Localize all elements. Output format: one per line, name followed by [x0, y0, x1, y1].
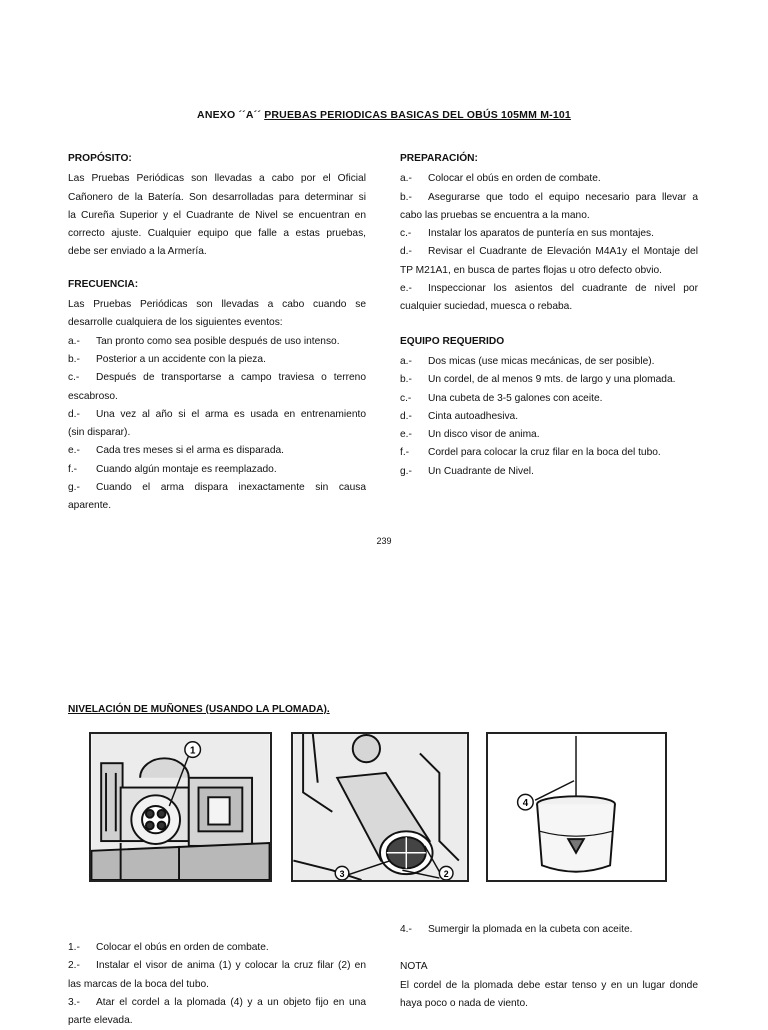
item-text: Una vez al año si el arma es usada en entrenamiento: [96, 408, 366, 420]
item-text: Cada tres meses si el arma es disparada.: [96, 445, 284, 457]
item-key: c.-: [400, 392, 412, 404]
item-text: Revisar el Cuadrante de Elevación M4A1y el Montaje del: [428, 246, 698, 258]
item-key: d.-: [400, 410, 412, 422]
list-item: [68, 406, 366, 424]
item-text: Posterior a un accidente con la pieza.: [96, 353, 266, 365]
proposito-line: correcto ajuste. Cualquier equipo que falle a estas pruebas,: [68, 228, 366, 240]
item-continuation: cabo las pruebas se encuentra a la mano.: [400, 209, 590, 221]
item-key: b.-: [400, 191, 412, 203]
item-key: a.-: [400, 355, 412, 367]
left-column: [68, 150, 366, 516]
title-main: PRUEBAS PERIODICAS BASICAS DEL OBÚS 105MM M-101: [264, 109, 571, 121]
muzzle-illustration: [293, 734, 467, 880]
proposito-heading: PROPÓSITO:: [68, 153, 132, 164]
figure-cross-wire: [291, 732, 469, 882]
list-item: [400, 280, 698, 298]
item-key: e.-: [68, 445, 80, 457]
nota-line: haya poco o nada de viento.: [400, 997, 529, 1009]
item-text: Una cubeta de 3-5 galones con aceite.: [428, 392, 603, 404]
item-text: Cordel para colocar la cruz filar en la boca del tubo.: [428, 447, 661, 459]
frecuencia-intro: desarrolle cualquiera de los siguientes eventos:: [68, 317, 283, 329]
list-item: [68, 994, 366, 1012]
proposito-line: la Cureña Superior y el Cuadrante de Nivel se encuentran en: [68, 209, 366, 221]
item-key: b.-: [400, 374, 412, 386]
item-key: c.-: [400, 228, 412, 240]
item-text: Un cordel, de al menos 9 mts. de largo y una plomada.: [428, 374, 676, 386]
item-text: Inspeccionar los asientos del cuadrante de nivel por: [428, 283, 698, 295]
right-column: [400, 150, 698, 481]
item-key: f.-: [68, 463, 78, 475]
howitzer-breech-illustration: [91, 734, 270, 880]
list-item: [400, 170, 698, 188]
callout-label: 4: [522, 798, 529, 810]
item-key: 4.-: [400, 924, 412, 935]
list-item: [400, 243, 698, 261]
steps-right: [400, 921, 698, 1013]
list-item: [400, 189, 698, 207]
item-text: Dos micas (use micas mecánicas, de ser posible).: [428, 355, 655, 367]
item-text: Colocar el obús en orden de combate.: [428, 173, 601, 185]
item-text: Cuando el arma dispara inexactamente sin causa: [96, 482, 366, 494]
list-item: [68, 939, 366, 957]
proposito-line: Las Pruebas Periódicas son llevadas a cabo por el Oficial: [68, 173, 366, 185]
preparacion-heading: PREPARACIÓN:: [400, 153, 478, 164]
list-item: [68, 369, 366, 387]
item-text: Sumergir la plomada en la cubeta con aceite.: [428, 924, 633, 935]
list-item: [68, 957, 366, 975]
plumb-bob-illustration: [488, 734, 665, 880]
item-continuation: escabroso.: [68, 390, 118, 402]
page-number: 239: [376, 536, 392, 546]
list-item: [68, 479, 366, 497]
list-item: [400, 444, 698, 462]
item-key: b.-: [68, 353, 80, 365]
list-item: [400, 463, 698, 481]
item-key: 3.-: [68, 996, 80, 1008]
callout-label: 1: [189, 745, 196, 757]
steps-left: [68, 939, 366, 1030]
item-text: Cinta autoadhesiva.: [428, 410, 519, 422]
proposito-line: Cañonero de la Batería. Son desarrolladas para determinar si: [68, 191, 366, 203]
proposito-line: debe ser enviado a la Armería.: [68, 246, 207, 258]
item-text: Instalar el visor de anima (1) y colocar la cruz filar (2) en: [96, 960, 366, 972]
item-key: f.-: [400, 447, 410, 459]
list-item: [68, 442, 366, 460]
item-key: d.-: [400, 246, 412, 258]
item-continuation: (sin disparar).: [68, 427, 131, 439]
item-key: d.-: [68, 408, 80, 420]
equipo-heading: EQUIPO REQUERIDO: [400, 335, 505, 347]
item-continuation: aparente.: [68, 500, 112, 512]
item-key: a.-: [68, 335, 80, 347]
figure-plumb-bob: [486, 732, 667, 882]
list-item: [400, 353, 698, 371]
nota-line: El cordel de la plomada debe estar tenso y en un lugar donde: [400, 979, 698, 991]
list-item: [400, 225, 698, 243]
frecuencia-heading: FRECUENCIA:: [68, 278, 139, 290]
list-item: [400, 371, 698, 389]
title-prefix: ANEXO ´´A´´: [197, 109, 262, 121]
item-key: 2.-: [68, 960, 80, 972]
item-text: Un disco visor de anima.: [428, 429, 540, 441]
list-item: [400, 426, 698, 444]
item-key: g.-: [400, 465, 412, 477]
list-item: [68, 333, 366, 351]
item-text: Instalar los aparatos de puntería en sus montajes.: [428, 228, 654, 240]
list-item: [68, 461, 366, 479]
item-continuation: TP M21A1, en busca de partes flojas u otro defecto obvio.: [400, 264, 663, 276]
item-text: Atar el cordel a la plomada (4) y a un objeto fijo en una: [96, 996, 366, 1008]
item-key: e.-: [400, 283, 412, 295]
item-text: Tan pronto como sea posible después de uso intenso.: [96, 335, 340, 347]
page-title: [0, 109, 768, 121]
item-key: a.-: [400, 173, 412, 185]
list-item: [68, 351, 366, 369]
nota-heading: NOTA: [400, 961, 428, 973]
frecuencia-intro: Las Pruebas Periódicas son llevadas a cabo cuando se: [68, 299, 366, 311]
list-item: [400, 390, 698, 408]
item-continuation: cualquier suciedad, muesca o rebaba.: [400, 301, 573, 313]
item-text: Cuando algún montaje es reemplazado.: [96, 463, 277, 475]
section-heading: NIVELACIÓN DE MUÑONES (USANDO LA PLOMADA).: [68, 704, 330, 715]
item-text: Asegurarse que todo el equipo necesario para llevar a: [428, 191, 698, 203]
item-key: e.-: [400, 429, 412, 441]
callout-label: 3: [339, 869, 345, 880]
figure-bore-sight: [89, 732, 272, 882]
item-text: Después de transportarse a campo traviesa o terreno: [96, 372, 366, 384]
callout-label: 2: [443, 869, 449, 880]
item-text: Colocar el obús en orden de combate.: [96, 942, 269, 953]
item-continuation: las marcas de la boca del tubo.: [68, 978, 210, 990]
list-item: [400, 408, 698, 426]
item-key: g.-: [68, 482, 80, 494]
list-item: [400, 921, 698, 939]
item-key: 1.-: [68, 942, 80, 953]
item-key: c.-: [68, 372, 80, 384]
item-text: Un Cuadrante de Nivel.: [428, 465, 534, 477]
item-continuation: parte elevada.: [68, 1015, 133, 1027]
